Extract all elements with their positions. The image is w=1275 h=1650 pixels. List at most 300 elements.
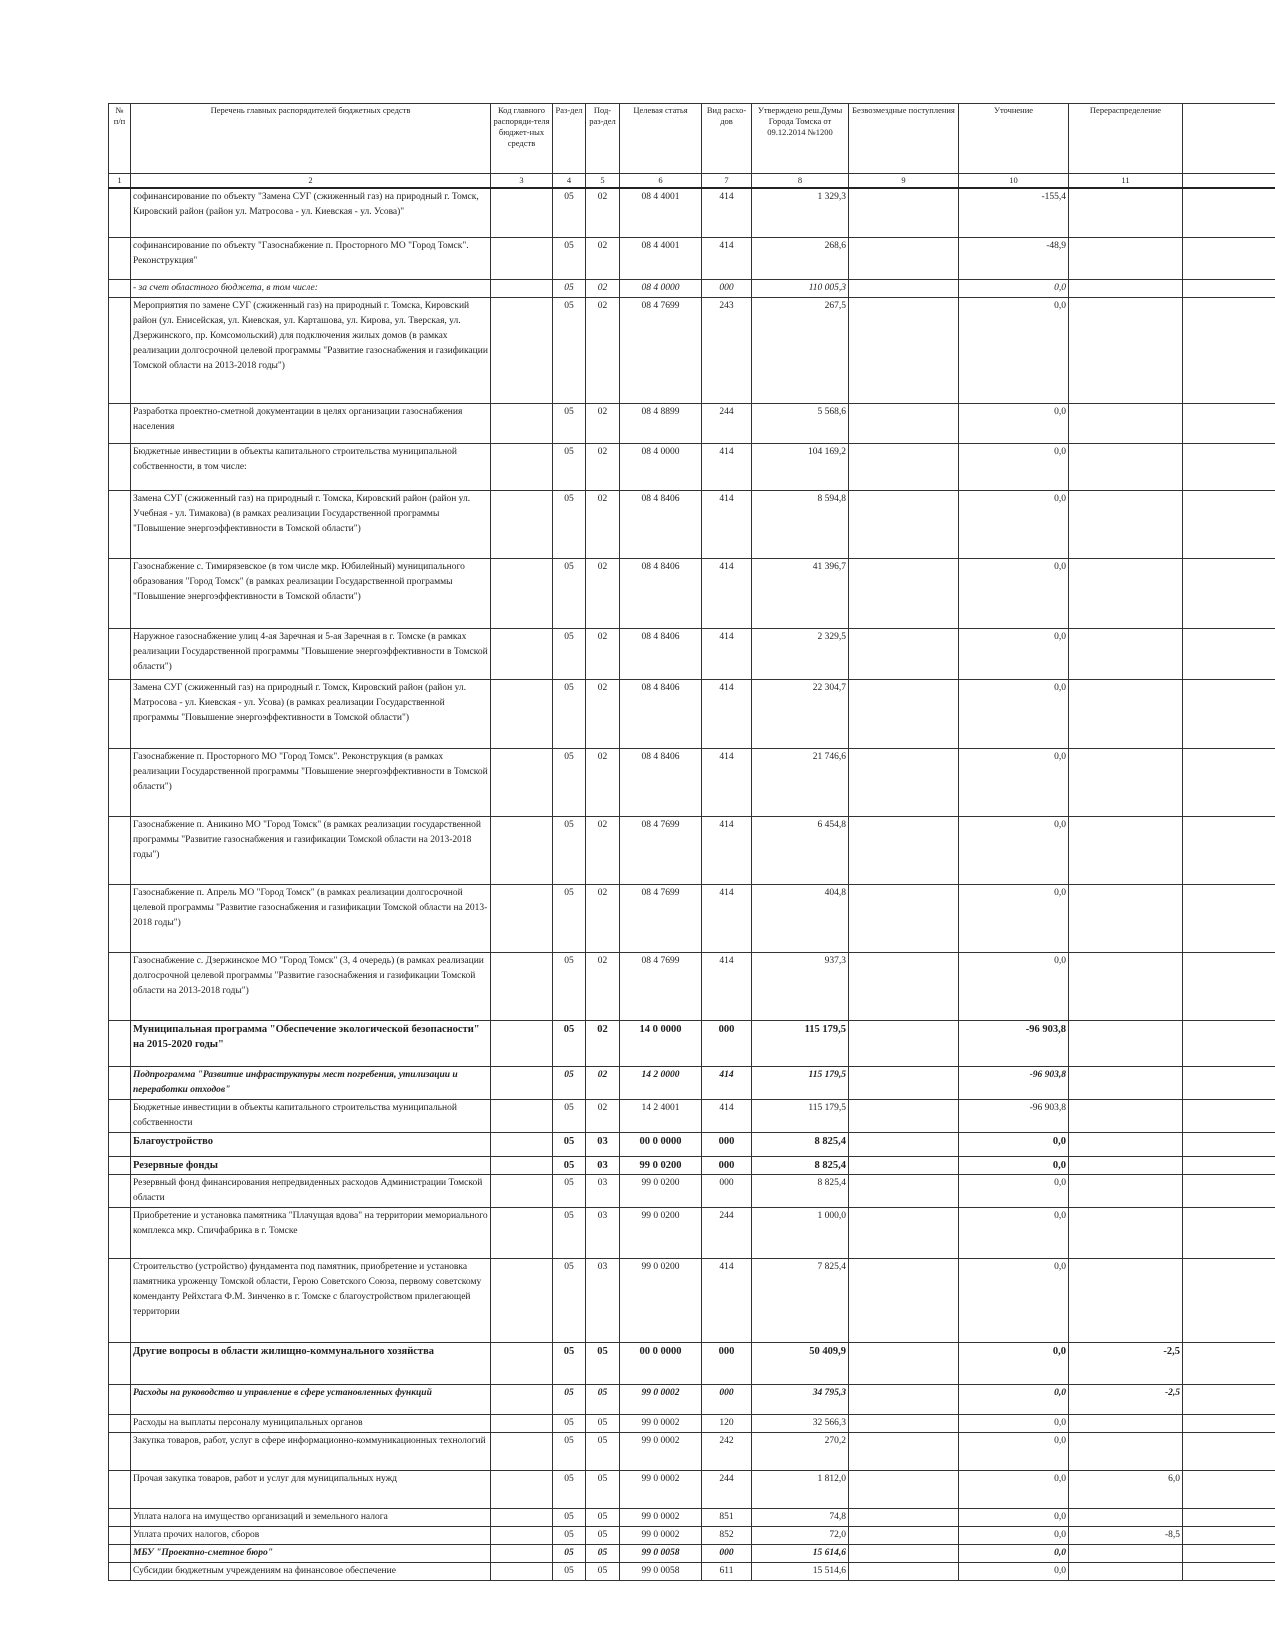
cell-target: 99 0 0002 [620,1415,702,1433]
cell-razdel: 05 [553,1067,586,1100]
table-row [109,280,1275,298]
cell-approved: 115 179,5 [752,1100,849,1133]
cell-target: 14 2 4001 [620,1100,702,1133]
cell-clarification: 0,0 [959,491,1069,559]
cell-name: Замена СУГ (сжиженный газ) на природный г. Томск, Кировский район (район ул. Матросова - ул. Киевская - ул. Усова) (в рамках реализации Государственной программы "Повышение энергоэффективности в Томской области") [131,680,491,749]
cell-approved: 268,6 [752,238,849,280]
cell-razdel: 05 [553,404,586,444]
cell-num [109,444,131,491]
cell-razdel: 05 [553,1545,586,1563]
table-row [109,444,1275,491]
table-row [109,885,1275,953]
cell-code [491,1471,553,1509]
table-row [109,1208,1275,1259]
cell-clarification: -96 903,8 [959,1100,1069,1133]
cell-name: Резервные фонды [131,1157,491,1175]
colnum: 9 [849,174,959,188]
cell-num [109,1259,131,1343]
table-body [109,188,1275,1581]
cell-redistribution [1069,1133,1183,1157]
cell-num [109,1509,131,1527]
cell-extra [1183,1509,1275,1527]
cell-clarification: 0,0 [959,1157,1069,1175]
cell-grants [849,238,959,280]
cell-approved: 115 179,5 [752,1067,849,1100]
colnum: 4 [553,174,586,188]
cell-redistribution: 6,0 [1069,1471,1183,1509]
cell-code [491,1208,553,1259]
cell-approved: 22 304,7 [752,680,849,749]
cell-redistribution [1069,1433,1183,1471]
cell-podrazdel: 02 [586,1067,620,1100]
cell-grants [849,1157,959,1175]
cell-expense-type: 120 [702,1415,752,1433]
cell-razdel: 05 [553,1208,586,1259]
cell-target: 08 4 0000 [620,444,702,491]
cell-redistribution [1069,1067,1183,1100]
cell-grants [849,298,959,404]
cell-razdel: 05 [553,1527,586,1545]
cell-grants [849,817,959,885]
cell-num [109,1563,131,1581]
colnum: 10 [959,174,1069,188]
cell-razdel: 05 [553,491,586,559]
cell-clarification: 0,0 [959,1545,1069,1563]
cell-num [109,298,131,404]
table-row [109,1471,1275,1509]
cell-clarification: 0,0 [959,1259,1069,1343]
cell-expense-type: 414 [702,1259,752,1343]
cell-code [491,1563,553,1581]
cell-name: Мероприятия по замене СУГ (сжиженный газ) на природный г. Томска, Кировский район (ул. Енисейская, ул. Киевская, ул. Карташова, ул. Кирова, ул. Тверская, ул. Дзержинского, пр. Комсомольский) для подключения жилых домов (в рамках реализации долгосрочной целевой программы "Развитие газоснабжения и газификации Томской области на 2013-2018 годы") [131,298,491,404]
cell-grants [849,1433,959,1471]
cell-name: Расходы на выплаты персоналу муниципальных органов [131,1415,491,1433]
colnum: 7 [702,174,752,188]
cell-target: 08 4 8406 [620,629,702,680]
cell-approved: 1 329,3 [752,188,849,238]
cell-grants [849,444,959,491]
cell-podrazdel: 05 [586,1471,620,1509]
cell-extra [1183,1385,1275,1415]
cell-podrazdel: 03 [586,1175,620,1208]
cell-code [491,749,553,817]
cell-extra [1183,1100,1275,1133]
cell-num [109,1133,131,1157]
colnum: 6 [620,174,702,188]
cell-code [491,680,553,749]
cell-clarification: 0,0 [959,1471,1069,1509]
cell-approved: 5 568,6 [752,404,849,444]
cell-code [491,404,553,444]
cell-approved: 7 825,4 [752,1259,849,1343]
cell-code [491,238,553,280]
cell-target: 99 0 0200 [620,1208,702,1259]
cell-podrazdel: 02 [586,444,620,491]
cell-expense-type: 852 [702,1527,752,1545]
cell-clarification: 0,0 [959,404,1069,444]
cell-grants [849,1259,959,1343]
cell-name: Газоснабжение п. Аникино МО "Город Томск" (в рамках реализации государственной программы "Развитие газоснабжения и газификации Томской области на 2013-2018 годы") [131,817,491,885]
cell-approved: 270,2 [752,1433,849,1471]
cell-grants [849,188,959,238]
cell-expense-type: 243 [702,298,752,404]
cell-target: 08 4 0000 [620,280,702,298]
table-row [109,1157,1275,1175]
cell-num [109,1385,131,1415]
cell-expense-type: 414 [702,953,752,1021]
cell-razdel: 05 [553,298,586,404]
cell-extra [1183,629,1275,680]
cell-redistribution [1069,188,1183,238]
colnum: 2 [131,174,491,188]
cell-target: 08 4 7699 [620,885,702,953]
cell-redistribution [1069,1208,1183,1259]
cell-target: 08 4 4001 [620,188,702,238]
cell-approved: 404,8 [752,885,849,953]
cell-extra [1183,1067,1275,1100]
cell-num [109,188,131,238]
cell-name: Расходы на руководство и управление в сфере установленных функций [131,1385,491,1415]
cell-expense-type: 414 [702,885,752,953]
cell-clarification: -48,9 [959,238,1069,280]
cell-razdel: 05 [553,1563,586,1581]
header-code: Код главного распоряди-теля бюджет-ных средств [491,104,553,174]
cell-grants [849,559,959,629]
cell-grants [849,1545,959,1563]
cell-expense-type: 851 [702,1509,752,1527]
cell-clarification: 0,0 [959,280,1069,298]
cell-approved: 1 000,0 [752,1208,849,1259]
table-row [109,1021,1275,1067]
cell-name: Резервный фонд финансирования непредвиденных расходов Администрации Томской области [131,1175,491,1208]
cell-podrazdel: 03 [586,1259,620,1343]
cell-podrazdel: 03 [586,1157,620,1175]
cell-extra [1183,1433,1275,1471]
cell-podrazdel: 02 [586,298,620,404]
cell-podrazdel: 02 [586,1100,620,1133]
cell-approved: 937,3 [752,953,849,1021]
cell-redistribution: -2,5 [1069,1385,1183,1415]
cell-expense-type: 242 [702,1433,752,1471]
cell-approved: 21 746,6 [752,749,849,817]
cell-redistribution [1069,1021,1183,1067]
cell-podrazdel: 02 [586,817,620,885]
cell-num [109,1067,131,1100]
cell-razdel: 05 [553,1415,586,1433]
cell-code [491,1067,553,1100]
cell-num [109,238,131,280]
cell-razdel: 05 [553,1471,586,1509]
cell-expense-type: 414 [702,238,752,280]
cell-approved: 15 614,6 [752,1545,849,1563]
header-target: Целевая статья [620,104,702,174]
cell-expense-type: 000 [702,280,752,298]
cell-podrazdel: 02 [586,885,620,953]
cell-code [491,953,553,1021]
cell-target: 99 0 0002 [620,1527,702,1545]
header-approved: Утверждено реш.Думы Города Томска от 09.12.2014 №1200 [752,104,849,174]
cell-target: 08 4 8406 [620,680,702,749]
cell-code [491,1385,553,1415]
colnum: 11 [1069,174,1183,188]
cell-redistribution [1069,1509,1183,1527]
cell-code [491,1021,553,1067]
cell-extra [1183,1415,1275,1433]
cell-code [491,298,553,404]
colnum: 8 [752,174,849,188]
header-expense-type: Вид расхо-дов [702,104,752,174]
table-row [109,817,1275,885]
cell-approved: 50 409,9 [752,1343,849,1385]
cell-redistribution [1069,298,1183,404]
cell-podrazdel: 05 [586,1545,620,1563]
cell-grants [849,1471,959,1509]
cell-podrazdel: 02 [586,280,620,298]
cell-name: Муниципальная программа "Обеспечение экологической безопасности" на 2015-2020 годы" [131,1021,491,1067]
cell-expense-type: 414 [702,629,752,680]
cell-razdel: 05 [553,559,586,629]
cell-extra [1183,1563,1275,1581]
cell-expense-type: 000 [702,1175,752,1208]
cell-code [491,491,553,559]
header-grants: Безвозмездные поступления [849,104,959,174]
cell-name: МБУ "Проектно-сметное бюро" [131,1545,491,1563]
cell-razdel: 05 [553,953,586,1021]
table-row [109,298,1275,404]
cell-expense-type: 244 [702,404,752,444]
cell-grants [849,1133,959,1157]
cell-redistribution [1069,1563,1183,1581]
cell-extra [1183,1527,1275,1545]
cell-razdel: 05 [553,1259,586,1343]
cell-num [109,1021,131,1067]
cell-extra [1183,885,1275,953]
cell-extra [1183,1133,1275,1157]
cell-grants [849,1100,959,1133]
cell-name: Другие вопросы в области жилищно-коммунального хозяйства [131,1343,491,1385]
cell-expense-type: 000 [702,1157,752,1175]
cell-code [491,1133,553,1157]
cell-extra [1183,404,1275,444]
header-row [109,104,1275,174]
cell-name: Субсидии бюджетным учреждениям на финансовое обеспечение [131,1563,491,1581]
cell-redistribution [1069,404,1183,444]
cell-approved: 32 566,3 [752,1415,849,1433]
cell-expense-type: 000 [702,1133,752,1157]
cell-num [109,404,131,444]
cell-code [491,1175,553,1208]
cell-name: Замена СУГ (сжиженный газ) на природный г. Томска, Кировский район (район ул. Учебная - ул. Тимакова) (в рамках реализации Государственной программы "Повышение энергоэффективности в Томской области") [131,491,491,559]
cell-razdel: 05 [553,1343,586,1385]
cell-target: 08 4 7699 [620,953,702,1021]
cell-num [109,1343,131,1385]
cell-name: Газоснабжение п. Апрель МО "Город Томск" (в рамках реализации долгосрочной целевой программы "Развитие газоснабжения и газификации Томской области на 2013-2018 годы") [131,885,491,953]
cell-redistribution [1069,1545,1183,1563]
table-row [109,1100,1275,1133]
cell-num [109,885,131,953]
cell-expense-type: 000 [702,1385,752,1415]
table-row [109,680,1275,749]
column-number-row [109,174,1275,188]
cell-expense-type: 414 [702,444,752,491]
cell-approved: 8 825,4 [752,1175,849,1208]
cell-num [109,1415,131,1433]
cell-num [109,1471,131,1509]
cell-num [109,1175,131,1208]
cell-grants [849,1563,959,1581]
cell-clarification: 0,0 [959,1433,1069,1471]
cell-redistribution [1069,444,1183,491]
cell-target: 08 4 8899 [620,404,702,444]
cell-approved: 15 514,6 [752,1563,849,1581]
cell-clarification: 0,0 [959,1563,1069,1581]
cell-target: 08 4 8406 [620,491,702,559]
cell-num [109,1545,131,1563]
cell-grants [849,404,959,444]
cell-approved: 267,5 [752,298,849,404]
cell-num [109,1527,131,1545]
cell-clarification: -96 903,8 [959,1021,1069,1067]
cell-redistribution [1069,238,1183,280]
cell-name: Прочая закупка товаров, работ и услуг для муниципальных нужд [131,1471,491,1509]
table-row [109,1527,1275,1545]
cell-clarification: 0,0 [959,1343,1069,1385]
cell-name: Закупка товаров, работ, услуг в сфере информационно-коммуникационных технологий [131,1433,491,1471]
cell-code [491,817,553,885]
cell-target: 08 4 8406 [620,749,702,817]
cell-approved: 8 825,4 [752,1133,849,1157]
table-row [109,749,1275,817]
cell-podrazdel: 02 [586,404,620,444]
colnum: 5 [586,174,620,188]
cell-approved: 74,8 [752,1509,849,1527]
cell-code [491,559,553,629]
cell-grants [849,953,959,1021]
table-row [109,491,1275,559]
cell-grants [849,885,959,953]
cell-clarification: 0,0 [959,953,1069,1021]
cell-extra [1183,444,1275,491]
cell-expense-type: 414 [702,1100,752,1133]
cell-approved: 104 169,2 [752,444,849,491]
cell-name: Бюджетные инвестиции в объекты капитального строительства муниципальной собственности, в том числе: [131,444,491,491]
cell-num [109,559,131,629]
cell-code [491,1433,553,1471]
cell-redistribution: -8,5 [1069,1527,1183,1545]
colnum: 1 [109,174,131,188]
header-extra [1183,104,1275,174]
cell-podrazdel: 03 [586,1133,620,1157]
cell-razdel: 05 [553,1433,586,1471]
header-name: Перечень главных распорядителей бюджетных средств [131,104,491,174]
cell-grants [849,680,959,749]
cell-code [491,1415,553,1433]
cell-redistribution [1069,953,1183,1021]
cell-podrazdel: 02 [586,188,620,238]
cell-podrazdel: 05 [586,1385,620,1415]
cell-redistribution [1069,680,1183,749]
cell-redistribution [1069,1259,1183,1343]
cell-code [491,885,553,953]
cell-grants [849,280,959,298]
cell-redistribution [1069,491,1183,559]
cell-razdel: 05 [553,817,586,885]
cell-razdel: 05 [553,1509,586,1527]
header-redistribution: Перераспределение [1069,104,1183,174]
cell-podrazdel: 02 [586,629,620,680]
cell-podrazdel: 05 [586,1433,620,1471]
cell-code [491,1100,553,1133]
cell-redistribution [1069,1415,1183,1433]
cell-code [491,1545,553,1563]
cell-redistribution [1069,1175,1183,1208]
table-row [109,1259,1275,1343]
cell-extra [1183,1208,1275,1259]
cell-approved: 8 825,4 [752,1157,849,1175]
cell-podrazdel: 02 [586,559,620,629]
cell-target: 08 4 4001 [620,238,702,280]
cell-code [491,188,553,238]
cell-razdel: 05 [553,238,586,280]
table-row [109,629,1275,680]
cell-redistribution [1069,629,1183,680]
cell-clarification: 0,0 [959,1509,1069,1527]
cell-approved: 8 594,8 [752,491,849,559]
cell-clarification: 0,0 [959,885,1069,953]
table-row [109,404,1275,444]
cell-podrazdel: 03 [586,1208,620,1259]
cell-code [491,1157,553,1175]
cell-target: 99 0 0002 [620,1433,702,1471]
cell-name: Газоснабжение с. Дзержинское МО "Город Томск" (3, 4 очередь) (в рамках реализации долгосрочной целевой программы "Развитие газоснабжения и газификации Томской области на 2013-2018 годы") [131,953,491,1021]
cell-podrazdel: 05 [586,1415,620,1433]
cell-name: Наружное газоснабжение улиц 4-ая Заречная и 5-ая Заречная в г. Томске (в рамках реализации Государственной программы "Повышение энергоэффективности в Томской области") [131,629,491,680]
table-row [109,559,1275,629]
cell-expense-type: 414 [702,817,752,885]
table-row [109,188,1275,238]
cell-razdel: 05 [553,1157,586,1175]
cell-podrazdel: 02 [586,749,620,817]
cell-razdel: 05 [553,1385,586,1415]
header-num: № п/п [109,104,131,174]
cell-expense-type: 414 [702,188,752,238]
cell-name: Подпрограмма "Развитие инфраструктуры мест погребения, утилизации и переработки отходов" [131,1067,491,1100]
cell-podrazdel: 05 [586,1509,620,1527]
cell-code [491,444,553,491]
cell-extra [1183,188,1275,238]
cell-approved: 6 454,8 [752,817,849,885]
cell-extra [1183,749,1275,817]
table-row [109,1385,1275,1415]
cell-expense-type: 414 [702,749,752,817]
cell-target: 99 0 0002 [620,1509,702,1527]
cell-num [109,1208,131,1259]
cell-name: Уплата прочих налогов, сборов [131,1527,491,1545]
cell-clarification: 0,0 [959,1415,1069,1433]
cell-target: 99 0 0200 [620,1157,702,1175]
cell-num [109,1100,131,1133]
cell-redistribution [1069,280,1183,298]
cell-num [109,680,131,749]
cell-num [109,953,131,1021]
cell-name: Уплата налога на имущество организаций и земельного налога [131,1509,491,1527]
cell-razdel: 05 [553,280,586,298]
cell-target: 14 2 0000 [620,1067,702,1100]
cell-podrazdel: 02 [586,680,620,749]
cell-target: 14 0 0000 [620,1021,702,1067]
cell-razdel: 05 [553,749,586,817]
cell-razdel: 05 [553,188,586,238]
